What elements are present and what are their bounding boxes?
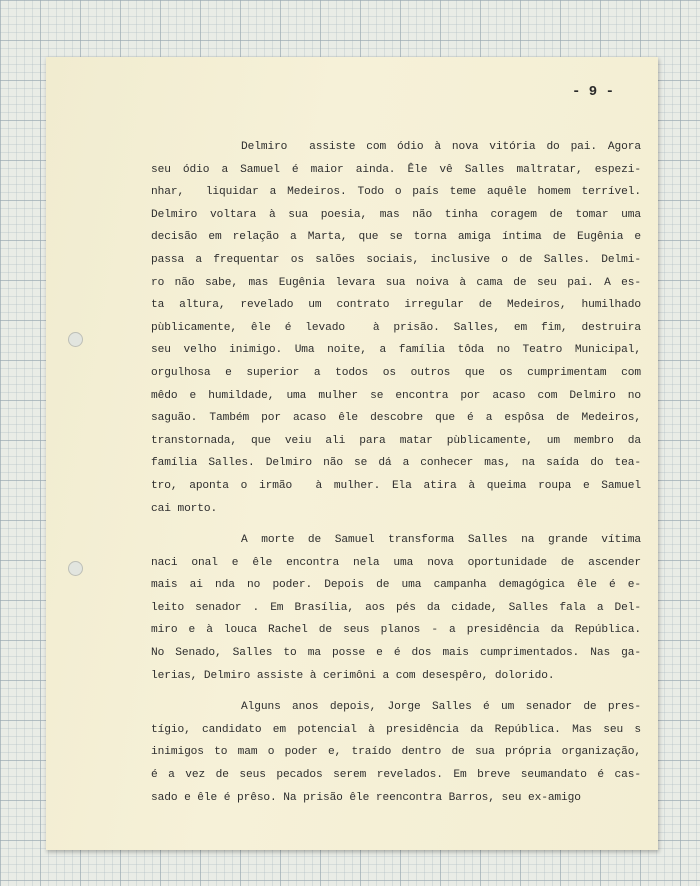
text-line: Delmiro voltara à sua poesia, mas não tinha coragem de tomar uma	[151, 208, 641, 221]
text-line: No Senado, Salles to ma posse e é dos mais cumprimentados. Nas ga-	[151, 647, 641, 660]
text-line: nhar, liquidar a Medeiros. Todo o país teme aquêle homem terrível.	[151, 186, 641, 199]
paragraph	[151, 136, 641, 520]
text-line: leito senador . Em Brasília, aos pés da cidade, Salles fala a Del-	[151, 601, 641, 614]
text-line: Delmiro assiste com ódio à nova vitória do pai. Agora	[241, 141, 641, 153]
text-line: cai morto.	[151, 502, 218, 515]
typewritten-page	[46, 57, 658, 850]
text-line: família Salles. Delmiro não se dá a conhecer mas, na saída do tea-	[151, 457, 641, 470]
paragraph	[151, 529, 641, 687]
paragraph	[151, 696, 641, 809]
text-line: é a vez de seus pecados serem revelados. Em breve seumandato é cas-	[151, 769, 641, 782]
text-line: transtornada, que veiu ali para matar pùblicamente, um membro da	[151, 434, 641, 447]
text-line: pùblicamente, êle é levado à prisão. Salles, em fim, destruira	[151, 321, 641, 334]
text-line: ro não sabe, mas Eugênia levara sua noiva à cama de seu pai. A es-	[151, 276, 641, 289]
text-line: decisão em relação a Marta, que se torna amiga íntima de Eugênia e	[151, 231, 641, 244]
text-line: tígio, candidato em potencial à presidência da República. Mas seu s	[151, 723, 641, 736]
text-line: saguão. Também por acaso êle descobre que é a espôsa de Medeiros,	[151, 412, 641, 425]
text-line: Alguns anos depois, Jorge Salles é um senador de pres-	[241, 701, 641, 714]
text-line: miro e à louca Rachel de seus planos - a presidência da República.	[151, 624, 641, 637]
punch-hole	[68, 561, 83, 576]
text-line: lerias, Delmiro assiste à cerimôni a com desespêro, dolorido.	[151, 669, 555, 682]
text-line: mêdo e humildade, uma mulher se encontra por acaso com Delmiro no	[151, 389, 641, 402]
text-line: passa a frequentar os salões sociais, inclusive o de Salles. Delmi-	[151, 253, 641, 266]
text-line: mais ai nda no poder. Depois de uma campanha demagógica êle é e-	[151, 579, 641, 592]
text-line: naci onal e êle encontra nela uma nova oportunidade de ascender	[151, 556, 641, 569]
punch-hole	[68, 332, 83, 347]
page-number: - 9 -	[571, 84, 614, 100]
text-line: tro, aponta o irmão à mulher. Ela atira à queima roupa e Samuel	[151, 479, 641, 492]
text-line: seu ódio a Samuel é maior ainda. Êle vê Salles maltratar, espezi-	[151, 163, 641, 176]
text-line: A morte de Samuel transforma Salles na grande vítima	[241, 534, 641, 547]
text-line: sado e êle é prêso. Na prisão êle reencontra Barros, seu ex-amigo	[151, 791, 581, 804]
text-line: seu velho inimigo. Uma noite, a família tôda no Teatro Municipal,	[151, 344, 641, 357]
text-line: ta altura, revelado um contrato irregular de Medeiros, humilhado	[151, 299, 641, 312]
text-line: inimigos to mam o poder e, traído dentro de sua própria organização,	[151, 746, 641, 759]
text-line: orgulhosa e superior a todos os outros que os cumprimentam com	[151, 366, 641, 379]
typewritten-body	[151, 136, 641, 818]
